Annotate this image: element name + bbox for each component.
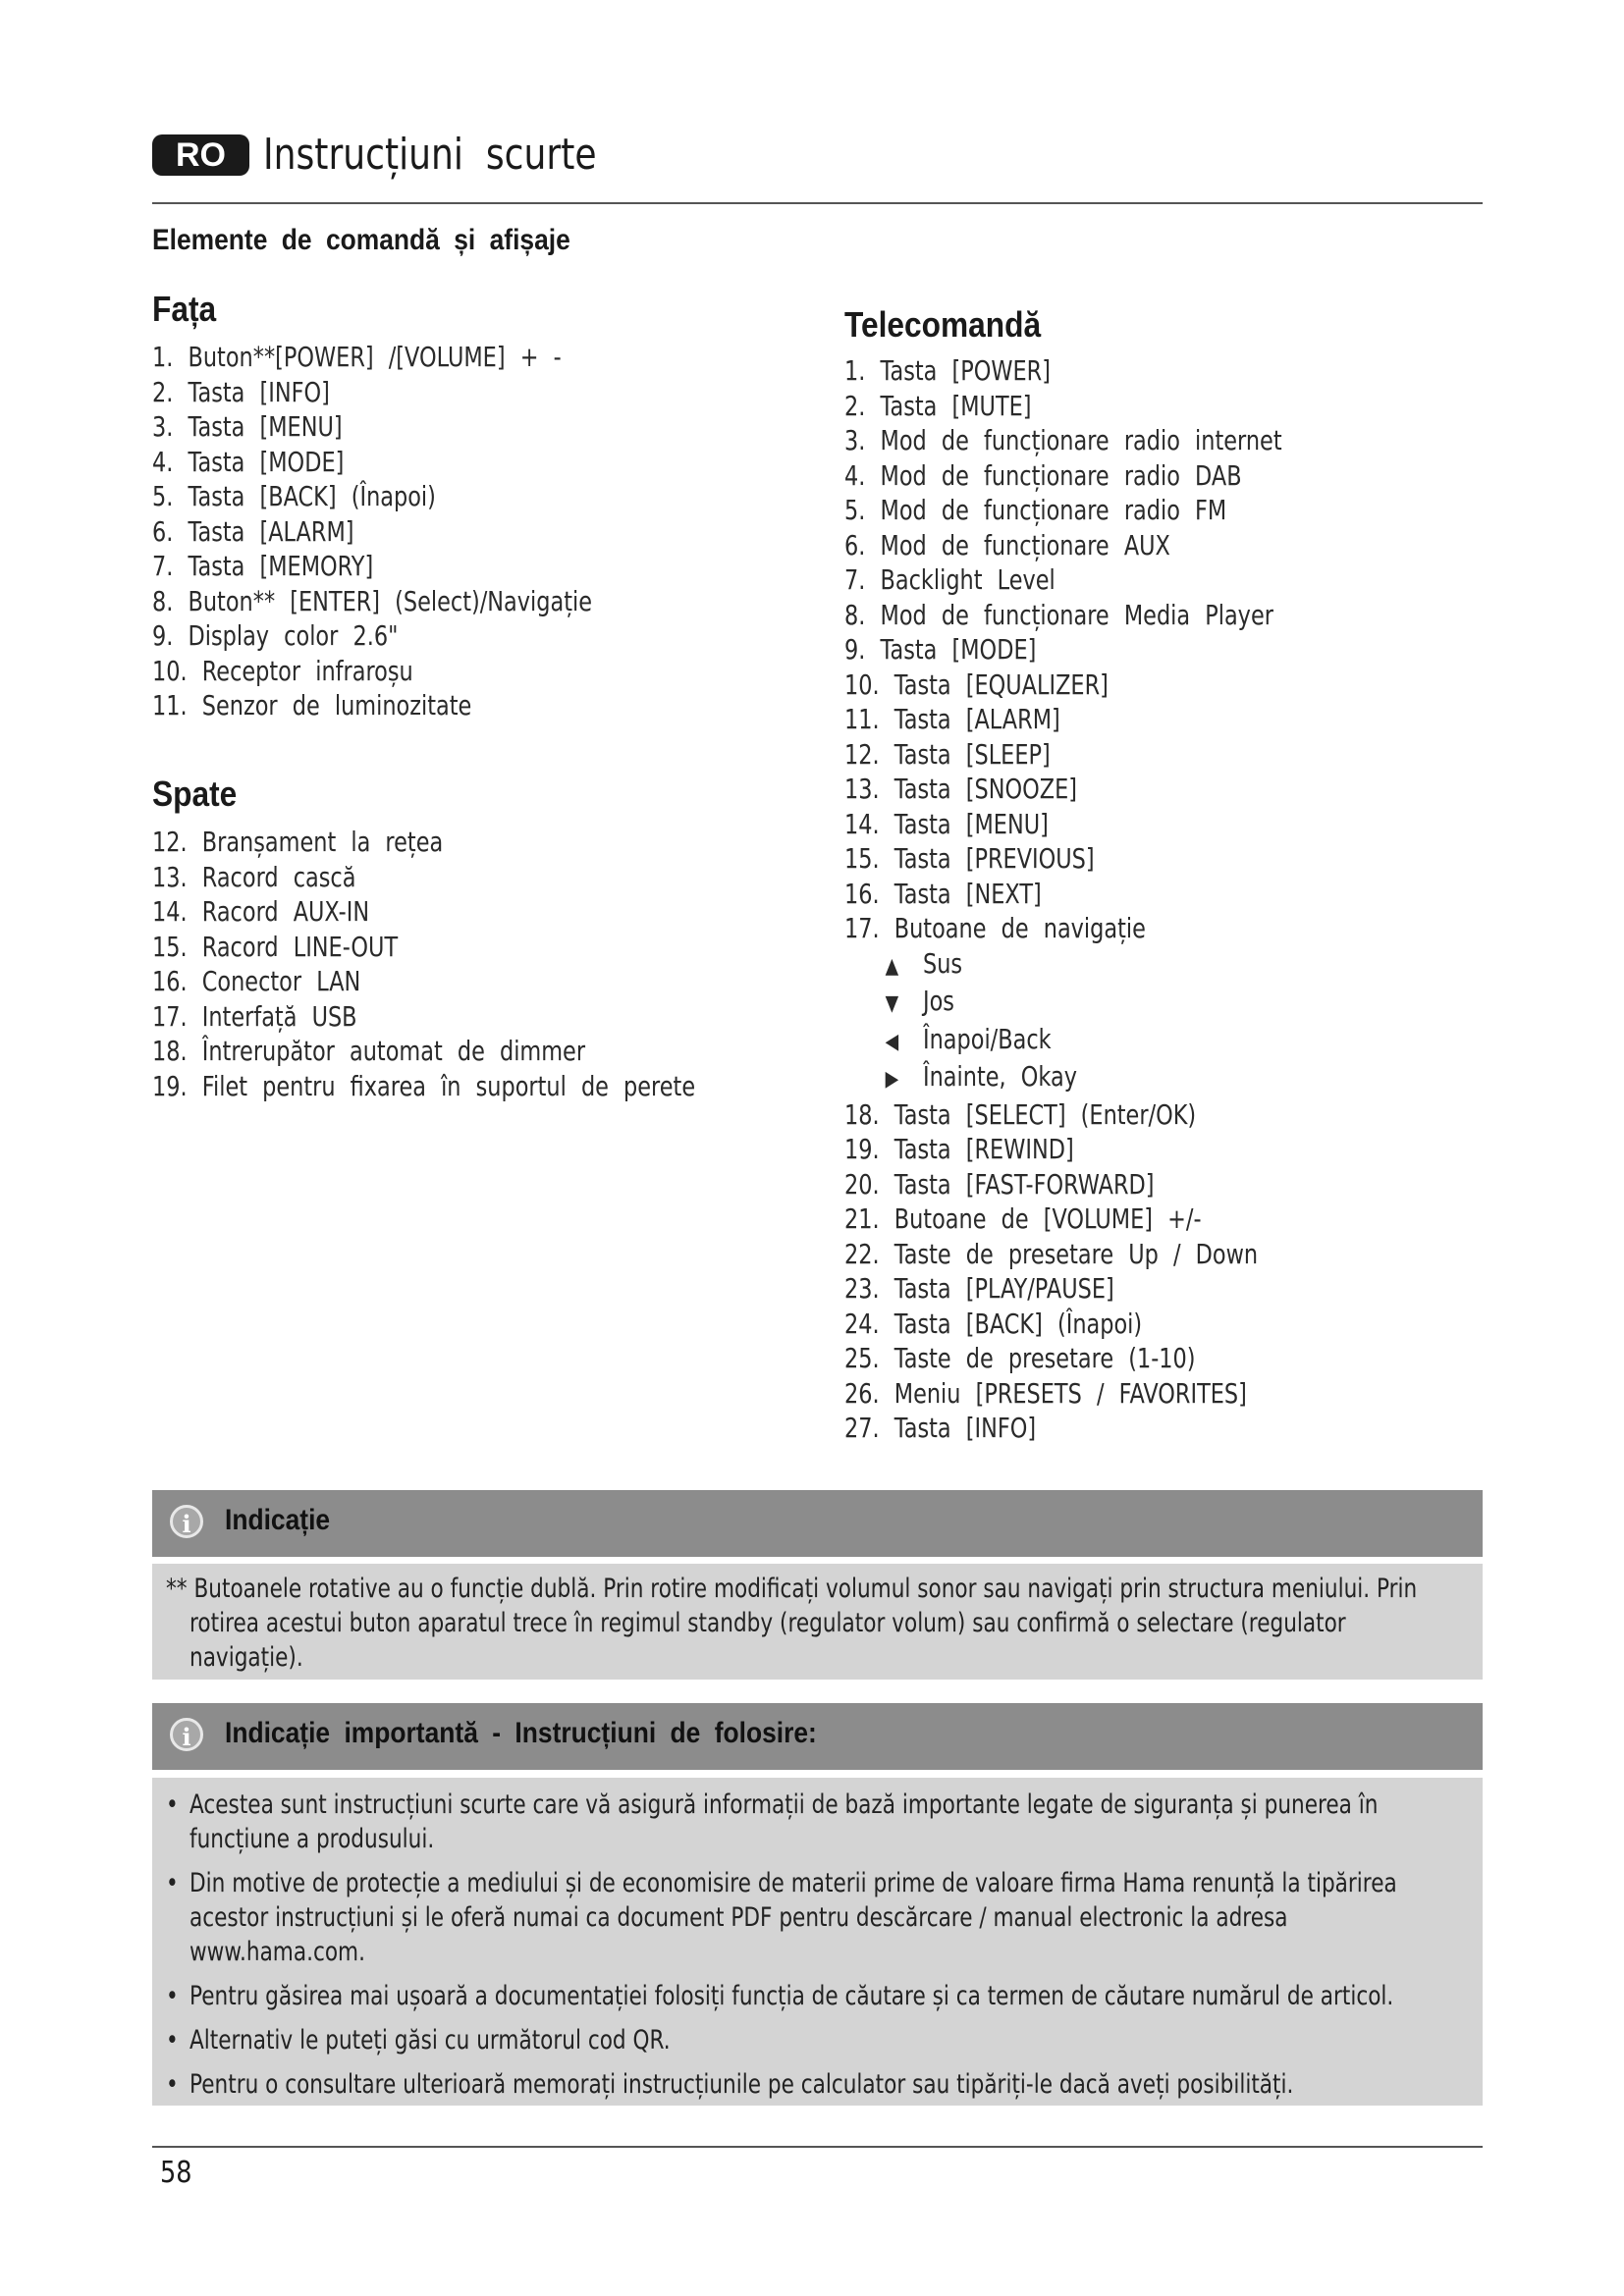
list-item: 3. Tasta [MENU] <box>152 410 343 443</box>
arrow-right-icon: ▶ <box>885 1067 899 1092</box>
back-list <box>152 825 831 1103</box>
list-item: 12. Tasta [SLEEP] <box>844 737 1051 771</box>
list-item: 7. Backlight Level <box>844 563 1056 596</box>
nav-label: Jos <box>923 985 954 1017</box>
nav-label: Sus <box>923 946 963 980</box>
front-list <box>152 340 702 723</box>
list-item: 10. Receptor infraroșu <box>152 654 413 687</box>
list-item: 2. Tasta [INFO] <box>152 375 330 408</box>
page-title: Instrucțiuni scurte <box>263 130 598 180</box>
important-note-title: Indicație importantă - Instrucțiuni de folosire: <box>225 1717 817 1749</box>
list-item: 17. Interfață USB <box>152 999 357 1033</box>
list-item: 8. Buton** [ENTER] (Select)/Navigație <box>152 584 592 617</box>
list-item: 9. Tasta [MODE] <box>844 633 1037 666</box>
list-item: 11. Senzor de luminozitate <box>152 689 472 721</box>
arrow-left-icon: ◀ <box>885 1029 899 1054</box>
bullet-item: • Alternativ le puteți găsi cu următorul cod QR. <box>166 2023 1438 2057</box>
list-item: 1. Tasta [POWER] <box>844 354 1051 387</box>
list-item: 8. Mod de funcționare Media Player <box>844 598 1273 631</box>
list-item: 12. Branșament la rețea <box>152 826 444 858</box>
page-header <box>152 130 1478 180</box>
info-icon: i <box>170 1718 203 1751</box>
info-icon: i <box>170 1505 203 1538</box>
list-item: 13. Racord cască <box>152 860 356 893</box>
important-note-body <box>152 1778 1483 2106</box>
list-item: 14. Racord AUX-IN <box>152 895 370 928</box>
list-item: 19. Filet pentru fixarea în suportul de perete <box>152 1069 696 1102</box>
nav-item-up <box>844 946 1282 985</box>
list-item: 26. Meniu [PRESETS / FAVORITES] <box>844 1376 1247 1410</box>
list-item: 5. Tasta [BACK] (Înapoi) <box>152 480 436 512</box>
nav-item-down <box>844 984 1282 1022</box>
footer-divider <box>152 2146 1483 2148</box>
list-item: 16. Conector LAN <box>152 965 361 997</box>
list-item: 19. Tasta [REWIND] <box>844 1133 1074 1165</box>
list-item: 10. Tasta [EQUALIZER] <box>844 667 1109 701</box>
list-item: 6. Tasta [ALARM] <box>152 514 354 548</box>
nav-item-forward <box>844 1059 1282 1097</box>
important-note-header <box>152 1703 1483 1770</box>
list-item: 2. Tasta [MUTE] <box>844 389 1032 422</box>
list-item: 27. Tasta [INFO] <box>844 1412 1037 1444</box>
arrow-down-icon: ▼ <box>885 991 899 1016</box>
list-item: 3. Mod de funcționare radio internet <box>844 424 1282 456</box>
list-item: 23. Tasta [PLAY/PAUSE] <box>844 1272 1114 1305</box>
list-item: 13. Tasta [SNOOZE] <box>844 773 1077 805</box>
bullet-item: • Acestea sunt instrucțiuni scurte care vă asigură informații de bază importante legate de siguranța și punerea în funcțiune a produsului. <box>166 1788 1438 1856</box>
list-item: 14. Tasta [MENU] <box>844 807 1049 840</box>
list-item: 4. Mod de funcționare radio DAB <box>844 458 1242 492</box>
bullet-item: • Pentru găsirea mai ușoară a documentației folosiți funcția de căutare și ca termen de căutare numărul de articol. <box>166 1979 1438 2013</box>
list-item: 9. Display color 2.6" <box>152 619 399 652</box>
remote-heading: Telecomandă <box>844 304 1042 345</box>
list-item: 16. Tasta [NEXT] <box>844 877 1042 910</box>
list-item: 4. Tasta [MODE] <box>152 445 345 478</box>
list-item: 15. Tasta [PREVIOUS] <box>844 842 1095 875</box>
important-note-bullets <box>166 1788 1438 2102</box>
language-badge: RO <box>152 134 249 176</box>
list-item: 17. Butoane de navigație <box>844 912 1146 944</box>
list-item: 20. Tasta [FAST-FORWARD] <box>844 1167 1155 1201</box>
nav-label: Înainte, Okay <box>923 1060 1077 1093</box>
list-item: 25. Taste de presetare (1-10) <box>844 1342 1196 1374</box>
front-heading: Fața <box>152 289 217 329</box>
list-item: 21. Butoane de [VOLUME] +/- <box>844 1202 1202 1235</box>
list-item: 1. Buton**[POWER] /[VOLUME] + - <box>152 341 562 373</box>
list-item: 24. Tasta [BACK] (Înapoi) <box>844 1307 1143 1340</box>
bullet-item: • Pentru o consultare ulterioară memorați instrucțiunile pe calculator sau tipăriți-le dacă aveți posibilități. <box>166 2067 1438 2102</box>
list-item: 6. Mod de funcționare AUX <box>844 528 1170 561</box>
bullet-item: • Din motive de protecție a mediului și de economisire de materii prime de valoare firma Hama renunță la tipărirea acestor instrucțiuni și le oferă numai ca document PDF pentru descărcare / manual electronic la adresa www.hama.com. <box>166 1866 1438 1969</box>
list-item: 7. Tasta [MEMORY] <box>152 550 374 582</box>
list-item: 5. Mod de funcționare radio FM <box>844 494 1227 526</box>
note-body <box>152 1564 1483 1680</box>
nav-label: Înapoi/Back <box>923 1022 1052 1055</box>
list-item: 18. Întrerupător automat de dimmer <box>152 1035 586 1067</box>
arrow-up-icon: ▲ <box>885 953 899 979</box>
list-item: 22. Taste de presetare Up / Down <box>844 1237 1259 1270</box>
list-item: 15. Racord LINE-OUT <box>152 930 399 963</box>
back-heading: Spate <box>152 774 238 814</box>
list-item: 18. Tasta [SELECT] (Enter/OK) <box>844 1097 1197 1131</box>
list-item: 11. Tasta [ALARM] <box>844 703 1060 735</box>
note-text: ** Butoanele rotative au o funcție dublă. Prin rotire modificați volumul sonor sau navigați prin structura meniului. Prin rotirea acestui buton aparatul trece în regimul standby (regulator volum) sau confirmă o selectare (regulator navigație). <box>166 1574 1418 1673</box>
remote-list <box>844 353 1391 1446</box>
page-number: 58 <box>160 2156 192 2190</box>
section-heading: Elemente de comandă și afișaje <box>152 224 570 256</box>
nav-item-back <box>844 1022 1282 1060</box>
note-title: Indicație <box>225 1504 331 1536</box>
header-divider <box>152 202 1483 204</box>
note-header <box>152 1490 1483 1557</box>
